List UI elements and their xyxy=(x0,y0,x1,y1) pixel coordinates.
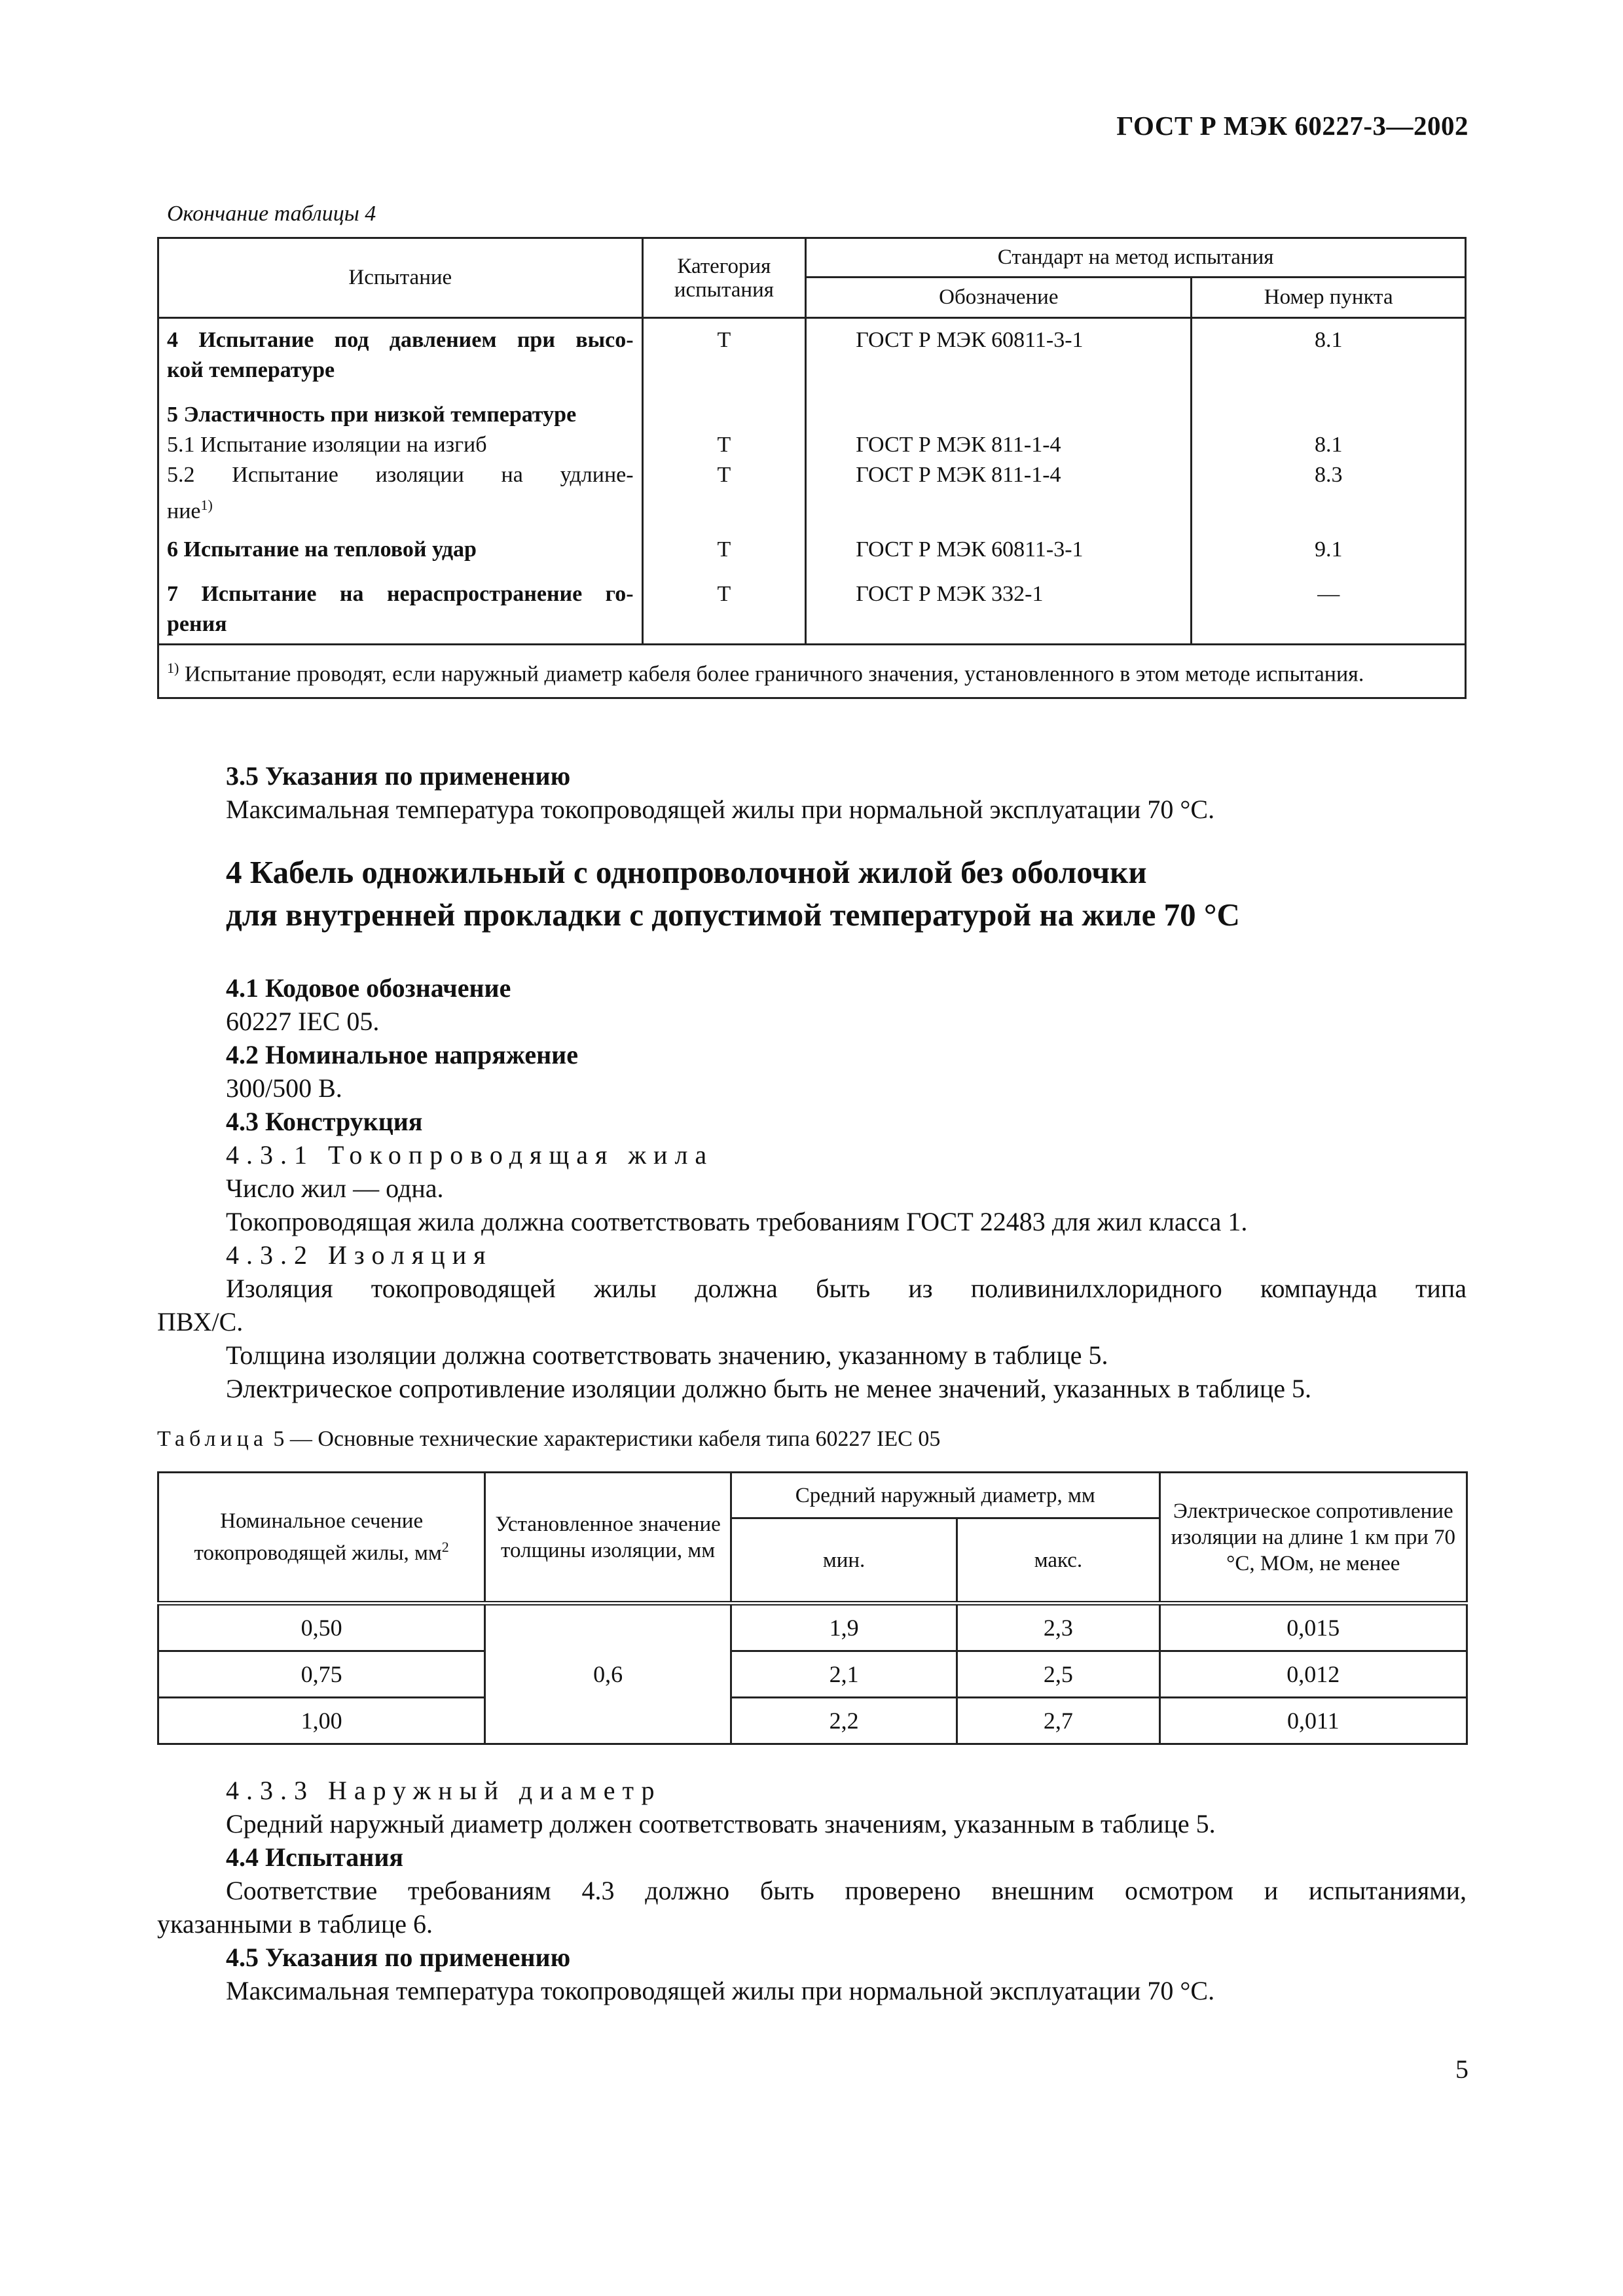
t5-header-min: мин. xyxy=(731,1518,957,1604)
t5-header-thickness: Установленное значение толщины изоляции, мм xyxy=(485,1473,731,1604)
t5-r3-section: 1,00 xyxy=(158,1698,485,1744)
t4-row7-std: ГОСТ Р МЭК 332-1 xyxy=(856,582,1044,606)
t4-row51-num: 8.1 xyxy=(1314,433,1343,457)
table5-caption: Таблица 5 — Основные технические характеристики кабеля типа 60227 IEC 05 xyxy=(157,1427,941,1451)
page-number: 5 xyxy=(1455,2054,1468,2084)
table5-caption-rest: 5 — Основные технические характеристики кабеля типа 60227 IEC 05 xyxy=(267,1427,941,1451)
t5-r3-min: 2,2 xyxy=(731,1698,957,1744)
s41-text: 60227 IEC 05. xyxy=(226,1007,380,1036)
t4-row52-name-l1: 5.2 Испытание изоляции на удлине- xyxy=(167,463,634,487)
t5-header-resistance: Электрическое сопротивление изоляции на длине 1 км при 70 °С, МОм, не менее xyxy=(1159,1473,1467,1604)
s42-text: 300/500 В. xyxy=(226,1073,342,1103)
t4-row6-name: 6 Испытание на тепловой удар xyxy=(167,537,477,562)
t5-r2-min: 2,1 xyxy=(731,1651,957,1698)
table4-caption: Окончание таблицы 4 xyxy=(167,202,376,226)
t4-header-category: Категория испытания xyxy=(642,238,806,318)
table-row xyxy=(158,1698,1467,1744)
t4-footnote-ref: 1) xyxy=(200,497,213,513)
section-4-tail xyxy=(157,1774,1467,2007)
s4-title-l1: 4 Кабель одножильный с однопроволочной жилой без оболочки xyxy=(226,854,1147,890)
s44-heading: 4.4 Испытания xyxy=(226,1842,404,1872)
s43-heading: 4.3 Конструкция xyxy=(226,1107,423,1136)
t4-row52-cat: Т xyxy=(717,463,731,487)
t4-header-test: Испытание xyxy=(158,238,643,318)
t5-header-section-text: Номинальное сечение токопроводящей жилы, мм xyxy=(194,1509,442,1565)
s4-title-l2: для внутренней прокладки с допустимой температурой на жиле 70 °С xyxy=(226,897,1240,933)
s432-text-a-l1: Изоляция токопроводящей жилы должна быть из поливинилхлоридного компаунда типа xyxy=(226,1274,1467,1303)
t4-row7-num: — xyxy=(1317,582,1340,606)
t5-r1-section: 0,50 xyxy=(158,1604,485,1651)
t5-r1-max: 2,3 xyxy=(957,1604,1159,1651)
t4-row52-name-l2: ние xyxy=(167,499,201,524)
t4-row4-name-l2: кой температуре xyxy=(167,358,335,382)
section-4-title xyxy=(226,851,1240,936)
t4-row5-name: 5 Эластичность при низкой температуре xyxy=(167,403,577,427)
t4-row52-num: 8.3 xyxy=(1314,463,1343,487)
t4-row6-num: 9.1 xyxy=(1314,537,1343,562)
t5-r2-section: 0,75 xyxy=(158,1651,485,1698)
s44-text-l1: Соответствие требованиям 4.3 должно быть проверено внешним осмотром и испытаниями, xyxy=(226,1876,1467,1905)
s35-text: Максимальная температура токопроводящей жилы при нормальной эксплуатации 70 °С. xyxy=(226,795,1215,824)
s431-heading: 4.3.1 Токопроводящая жила xyxy=(226,1140,714,1170)
s41-heading: 4.1 Кодовое обозначение xyxy=(226,973,511,1003)
s45-heading: 4.5 Указания по применению xyxy=(226,1943,571,1972)
t5-r1-res: 0,015 xyxy=(1159,1604,1467,1651)
t5-header-diameter: Средний наружный диаметр, мм xyxy=(731,1473,1159,1518)
s432-text-c: Электрическое сопротивление изоляции должно быть не менее значений, указанных в таблице 5. xyxy=(226,1374,1312,1403)
t4-header-clause: Номер пункта xyxy=(1192,278,1466,318)
table4 xyxy=(157,237,1467,699)
s432-text-a-l2: ПВХ/С. xyxy=(157,1307,244,1336)
t4-row6-std: ГОСТ Р МЭК 60811-3-1 xyxy=(856,537,1084,562)
t5-r1-min: 1,9 xyxy=(731,1604,957,1651)
t4-row7-name-l2: рения xyxy=(167,612,227,636)
t4-row6-cat: Т xyxy=(717,537,731,562)
t4-header-designation: Обозначение xyxy=(806,278,1192,318)
s431-text-a: Число жил — одна. xyxy=(226,1174,444,1203)
t4-footnote-text: Испытание проводят, если наружный диаметр кабеля более граничного значения, установленного в этом методе испытания. xyxy=(184,662,1364,687)
s433-heading: 4.3.3 Наружный диаметр xyxy=(226,1776,662,1805)
t5-r3-res: 0,011 xyxy=(1159,1698,1467,1744)
s42-heading: 4.2 Номинальное напряжение xyxy=(226,1040,578,1069)
t4-body xyxy=(158,318,1466,645)
s432-heading: 4.3.2 Изоляция xyxy=(226,1240,493,1270)
table-row xyxy=(158,1604,1467,1651)
table5 xyxy=(157,1471,1468,1745)
s432-text-b: Толщина изоляции должна соответствовать значению, указанному в таблице 5. xyxy=(226,1340,1108,1370)
t5-header-section-sup: 2 xyxy=(441,1539,449,1555)
t4-row51-std: ГОСТ Р МЭК 811-1-4 xyxy=(856,433,1061,457)
t5-r3-max: 2,7 xyxy=(957,1698,1159,1744)
section-3-5 xyxy=(157,759,1467,826)
t4-row4-std: ГОСТ Р МЭК 60811-3-1 xyxy=(856,328,1084,352)
s45-text: Максимальная температура токопроводящей жилы при нормальной эксплуатации 70 °С. xyxy=(226,1976,1215,2005)
t4-row4-name-l1: 4 Испытание под давлением при высо- xyxy=(167,328,634,352)
t5-r2-max: 2,5 xyxy=(957,1651,1159,1698)
s431-text-b: Токопроводящая жила должна соответствовать требованиям ГОСТ 22483 для жил класса 1. xyxy=(226,1207,1248,1236)
t4-row7-cat: Т xyxy=(717,582,731,606)
table-row xyxy=(158,1651,1467,1698)
t5-header-max: макс. xyxy=(957,1518,1159,1604)
t4-row51-name: 5.1 Испытание изоляции на изгиб xyxy=(167,433,487,457)
t4-row52-std: ГОСТ Р МЭК 811-1-4 xyxy=(856,463,1061,487)
t4-footnote xyxy=(158,645,1466,698)
s44-text-l2: указанными в таблице 6. xyxy=(157,1909,433,1939)
t4-row4-cat: Т xyxy=(717,328,731,352)
t4-row51-cat: Т xyxy=(717,433,731,457)
s433-text: Средний наружный диаметр должен соответствовать значениям, указанным в таблице 5. xyxy=(226,1809,1216,1839)
t4-footnote-mark: 1) xyxy=(167,660,179,676)
t4-row7-name-l1: 7 Испытание на нераспространение го- xyxy=(167,582,634,606)
t5-thickness: 0,6 xyxy=(485,1604,731,1744)
t4-row4-num: 8.1 xyxy=(1314,328,1343,352)
t4-header-standard: Стандарт на метод испытания xyxy=(806,238,1466,278)
section-4-body xyxy=(157,971,1467,1405)
t5-header-section xyxy=(158,1473,485,1604)
t5-r2-res: 0,012 xyxy=(1159,1651,1467,1698)
s35-heading: 3.5 Указания по применению xyxy=(226,761,571,791)
document-code: ГОСТ Р МЭК 60227-3—2002 xyxy=(1116,111,1468,141)
